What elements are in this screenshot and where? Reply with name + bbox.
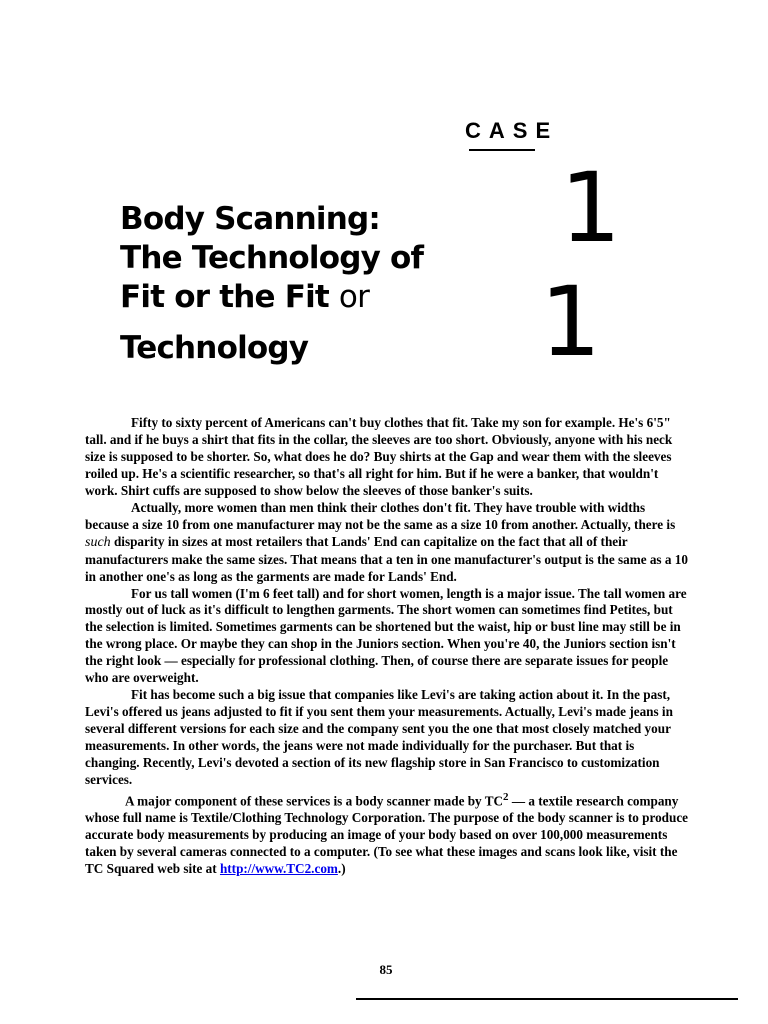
title-line-1: Body Scanning: — [120, 201, 380, 237]
case-number-bottom: 1 — [540, 266, 602, 378]
body-text — [85, 415, 689, 878]
paragraph-5-after: .) — [337, 861, 346, 877]
title-line-3 — [120, 278, 450, 317]
paragraph-2-before: Actually, more women than men think their clothes don't fit. They have trouble with widths because a size 10 from one manufacturer may not be the same as a size 10 from another. Actually, there is — [85, 499, 676, 532]
title-line-3-main: Fit or the Fit — [120, 279, 329, 315]
footer-rule — [356, 998, 738, 1000]
title-line-4: Technology — [120, 330, 309, 366]
case-title — [120, 200, 450, 368]
case-label: CASE — [465, 118, 559, 143]
paragraph-2 — [85, 500, 689, 586]
paragraph-5-middle: — a textile research company whose full name is Textile/Clothing Technology Corporation. The purpose of the body scanner is to produce accurate body measurements by producing an image of your body based on over 100,000 measurements taken by several cameras connected to a computer. (To see what these images and scans look like, visit the TC Squared web site at — [85, 793, 689, 877]
paragraph-2-after: disparity in sizes at most retailers that Lands' End can capitalize on the fact that all of their manufacturers make the same sizes. That means that a ten in one manufacturer's output is the same as a 10 in another one's as long as the garments are made for Lands' End. — [85, 533, 688, 584]
paragraph-5-superscript: 2 — [503, 790, 509, 803]
case-underline — [469, 149, 535, 151]
case-number-top: 1 — [560, 152, 622, 264]
paragraph-5 — [85, 789, 689, 878]
paragraph-2-emphasis: such — [85, 534, 111, 550]
tc2-website-link[interactable]: http://www.TC2.com — [219, 861, 338, 877]
page-number: 85 — [379, 962, 393, 977]
title-line-2: The Technology of — [120, 240, 424, 276]
paragraph-4: Fit has become such a big issue that companies like Levi's are taking action about it. In the past, Levi's offered us jeans adjusted to fit if you sent them your measurements. Actually, Levi's made jeans in several different versions for each size and the company sent you the one that most closely matched your measurements. In other words, the jeans were not made individually for the purchaser. But that is changing. Recently, Levi's devoted a section of its new flagship store in San Francisco to customization services. — [85, 687, 673, 788]
paragraph-3: For us tall women (I'm 6 feet tall) and for short women, length is a major issue. The tall women are mostly out of luck as it's difficult to lengthen garments. The short women can sometimes find Petites, but the selection is limited. Sometimes garments can be shortened but the waist, hip or bust line may still be in the wrong place. Or maybe they can shop in the Juniors section. When you're 40, the Juniors section isn't the right look — especially for professional clothing. Then, of course there are separate issues for people who are overweight. — [85, 585, 687, 686]
paragraph-1: Fifty to sixty percent of Americans can't buy clothes that fit. Take my son for example. He's 6'5" tall. and if he buys a shirt that fits in the collar, the sleeves are too short. Obviously, anyone with his neck size is supposed to be shorter. So, what does he do? Buy shirts at the Gap and wear them with the sleeves roiled up. He's a scientific researcher, so that's all right for him. But if he were a banker, that wouldn't work. Shirt cuffs are supposed to show below the sleeves of those banker's suits. — [85, 415, 673, 498]
paragraph-5-before: A major component of these services is a body scanner made by TC — [125, 793, 504, 809]
title-line-3-or: or — [338, 279, 370, 315]
